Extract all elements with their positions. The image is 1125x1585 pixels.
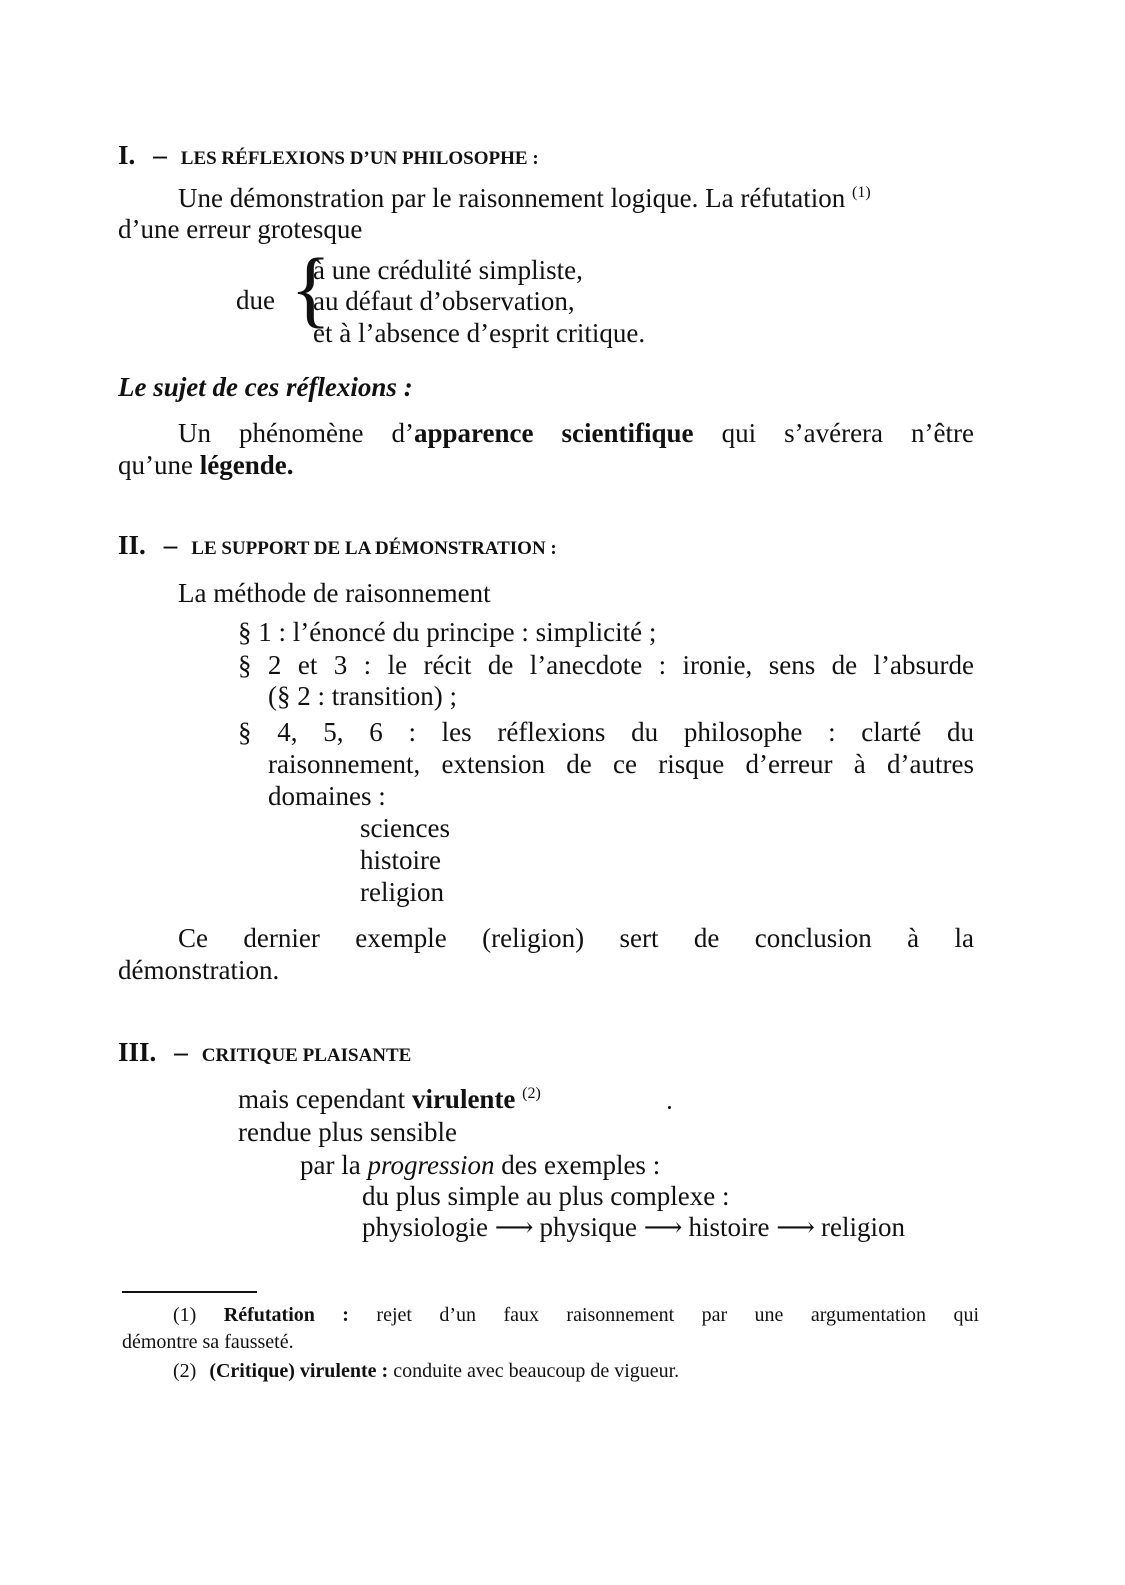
- arrow-right-icon: ⟶: [494, 1212, 534, 1242]
- section-1-numeral: I.: [118, 140, 136, 170]
- footnote-1-number: (1): [173, 1304, 197, 1326]
- example-chain: [362, 1212, 905, 1243]
- chain-item: histoire: [688, 1212, 770, 1242]
- virulente-bold: virulente: [411, 1084, 516, 1114]
- section-3-title: CRITIQUE PLAISANTE: [201, 1045, 412, 1066]
- section-1-title: LES RÉFLEXIONS D’UN PHILOSOPHE :: [180, 148, 539, 169]
- section-1-line-2: d’une erreur grotesque: [118, 214, 363, 244]
- footnote-1-line-2: démontre sa fausseté.: [122, 1331, 294, 1353]
- paragraph-item-2: § 2 et 3 : le récit de l’anecdote : ironie, sens de l’absurde: [238, 650, 974, 680]
- subject-heading: Le sujet de ces réflexions :: [118, 372, 413, 402]
- arrow-right-icon: ⟶: [776, 1212, 815, 1242]
- section-3-line-2: rendue plus sensible: [238, 1117, 457, 1147]
- section-3-numeral: III.: [118, 1037, 157, 1067]
- section-2-dash: –: [163, 530, 178, 560]
- domain-item: religion: [360, 877, 444, 907]
- chain-item: physique: [539, 1212, 637, 1242]
- subject-bold-2: légende.: [199, 450, 294, 480]
- paragraph-item-3-cont-2: domaines :: [268, 781, 386, 811]
- paragraph-item-3-cont: raisonnement, extension de ce risque d’erreur à d’autres: [268, 749, 974, 779]
- footnote-1-text: rejet d’un faux raisonnement par une argumentation qui: [376, 1304, 980, 1326]
- brace-icon: {: [290, 240, 332, 336]
- section-3-heading: [118, 1037, 411, 1068]
- section-2-numeral: II.: [118, 530, 146, 560]
- subject-line-1: [178, 418, 974, 449]
- arrow-right-icon: ⟶: [643, 1212, 683, 1242]
- footnote-1-line-1: [173, 1304, 979, 1327]
- progression-italic: progression: [367, 1150, 495, 1180]
- conclusion-line-2: démonstration.: [118, 955, 280, 985]
- subject-bold: apparence scientifique: [414, 418, 694, 448]
- footnote-2-text: conduite avec beaucoup de vigueur.: [393, 1360, 680, 1382]
- section-2-heading: [118, 530, 557, 561]
- domain-item: histoire: [360, 845, 441, 875]
- footnote-ref-2: (2): [522, 1085, 541, 1102]
- section-1-line-1: [178, 183, 871, 214]
- subject-text-b: qui s’avérera n’être: [721, 418, 975, 448]
- paragraph-item-1: § 1 : l’énoncé du principe : simplicité ;: [238, 617, 657, 647]
- section-3-line-3-text-a: par la: [300, 1150, 361, 1180]
- section-1-line-1-text: Une démonstration par le raisonnement logique. La réfutation: [178, 183, 846, 213]
- section-1-dash: –: [153, 140, 167, 170]
- section-1-heading: [118, 140, 539, 171]
- section-3-line-3-text-b: des exemples :: [501, 1150, 661, 1180]
- section-3-line-1-text: mais cependant: [238, 1084, 406, 1114]
- footnote-1-term: Réfutation :: [223, 1304, 349, 1326]
- due-item: à une crédulité simpliste,: [313, 255, 583, 285]
- chain-item: physiologie: [362, 1212, 488, 1242]
- subject-line-2: [118, 450, 293, 481]
- due-item: et à l’absence d’esprit critique.: [313, 318, 646, 348]
- footnote-separator: [122, 1291, 257, 1293]
- footnote-2-term: (Critique) virulente :: [209, 1360, 389, 1382]
- paragraph-item-3: § 4, 5, 6 : les réflexions du philosophe : clarté du: [238, 717, 974, 747]
- subject-text-c: qu’une: [118, 450, 193, 480]
- footnote-2-number: (2): [173, 1360, 197, 1382]
- chain-item: religion: [821, 1212, 905, 1242]
- section-3-line-4: du plus simple au plus complexe :: [362, 1181, 730, 1211]
- paragraph-item-2-cont: (§ 2 : transition) ;: [268, 681, 457, 711]
- section-3-line-3: [300, 1150, 660, 1181]
- section-2-title: LE SUPPORT DE LA DÉMONSTRATION :: [191, 538, 557, 559]
- section-3-dash: –: [174, 1037, 188, 1067]
- due-label: due: [236, 285, 275, 315]
- section-3-line-1: [238, 1084, 541, 1115]
- footnote-2: [173, 1360, 679, 1383]
- footnote-ref-1: (1): [852, 184, 871, 201]
- subject-text-a: Un phénomène d’: [178, 418, 415, 448]
- stray-dot: [668, 1106, 671, 1109]
- due-item: au défaut d’observation,: [313, 286, 575, 316]
- section-2-intro: La méthode de raisonnement: [178, 578, 491, 608]
- domain-item: sciences: [360, 813, 450, 843]
- conclusion-line-1: Ce dernier exemple (religion) sert de conclusion à la: [178, 923, 974, 953]
